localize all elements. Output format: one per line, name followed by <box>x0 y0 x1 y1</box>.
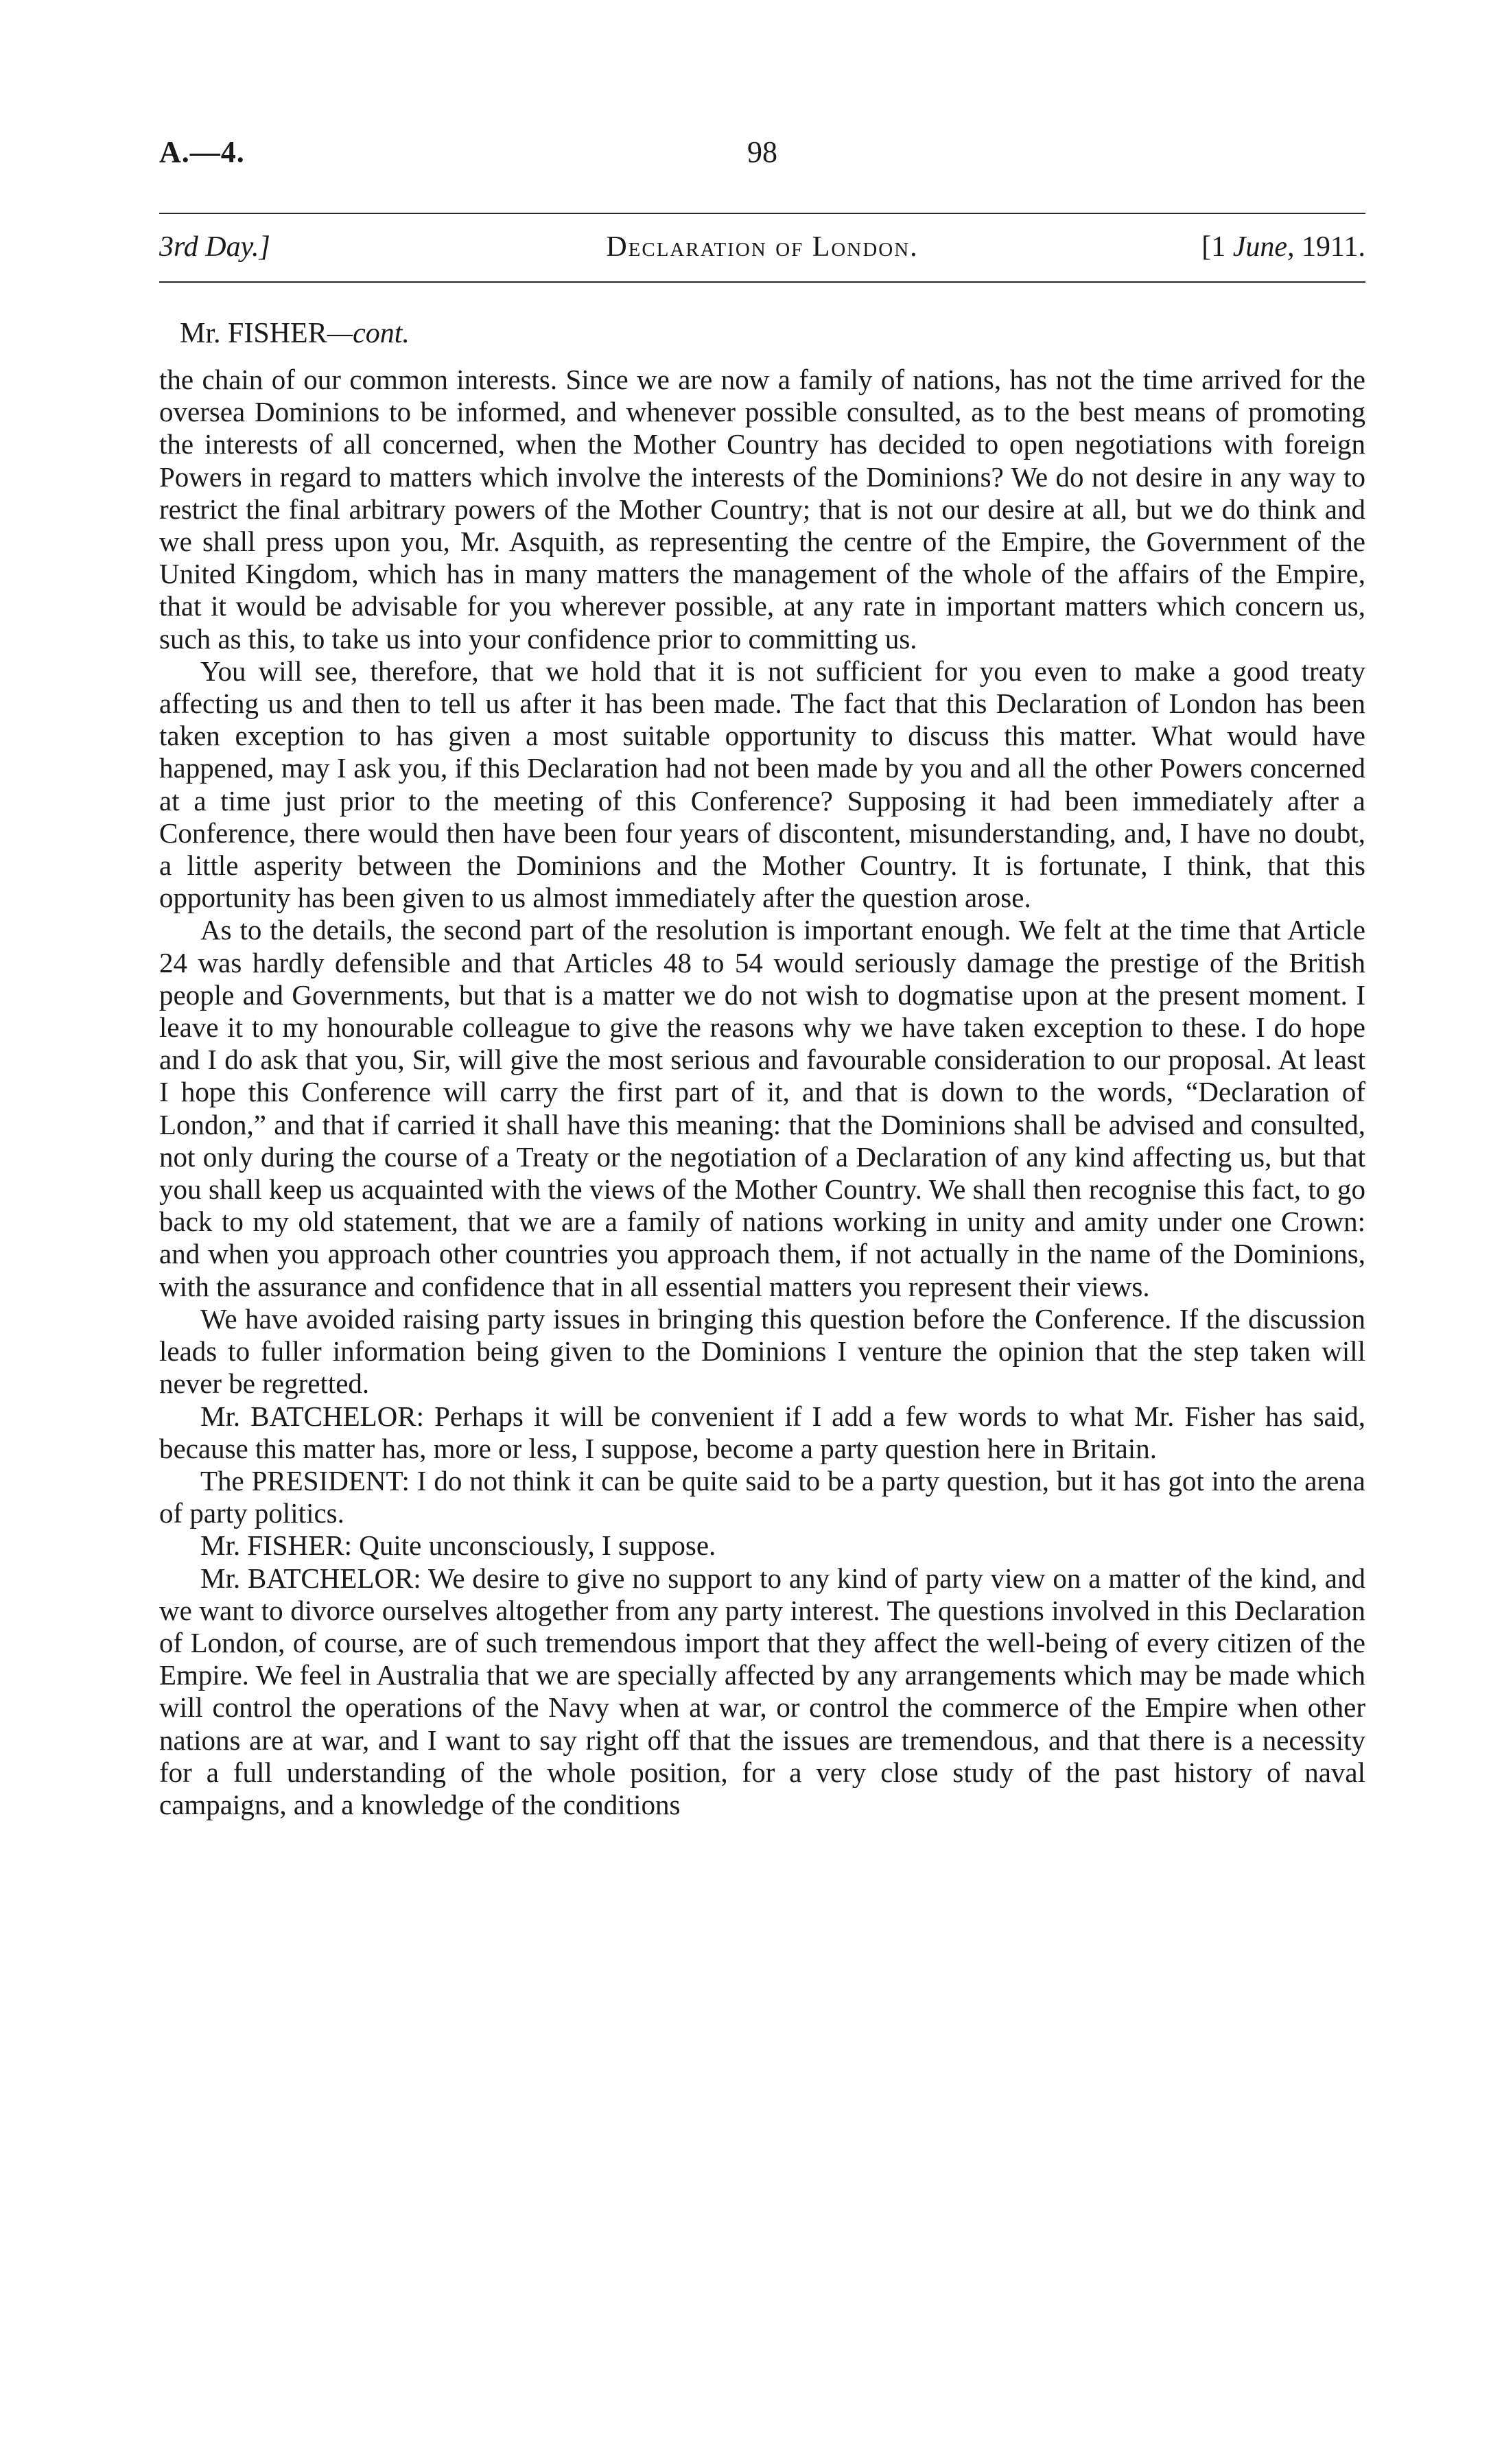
header-rule-bottom <box>159 281 1365 283</box>
paragraph: As to the details, the second part of the resolution is important enough. We felt at the time that Article 24 was hardly defensible and that Articles 48 to 54 would seriously damage the prestige of the British people and Governments, but that is a matter we do not wish to dogmatise upon at the present moment. I leave it to my honourable colleague to give the reasons why we have taken exception to these. I do hope and I do ask that you, Sir, will give the most serious and favourable consideration to our proposal. At least I hope this Conference will carry the first part of it, and that is down to the words, “Declaration of London,” and that if carried it shall have this meaning: that the Dominions shall be advised and consulted, not only during the course of a Treaty or the negotiation of a Declaration of any kind affecting us, but that you shall keep us acquainted with the views of the Mother Country. We shall then recognise this fact, to go back to my old statement, that we are a family of nations working in unity and amity under one Crown: and when you approach other countries you approach them, if not actually in the name of the Dominions, with the assurance and confidence that in all essential matters you represent their views. <box>159 914 1365 1302</box>
running-head-date <box>1201 231 1365 263</box>
speaker-name: Mr. FISHER <box>180 318 327 349</box>
paragraph: Mr. FISHER: Quite unconsciously, I suppose. <box>200 1529 716 1562</box>
paragraph: the chain of our common interests. Since we are now a family of nations, has not the time arrived for the oversea Dominions to be informed, and whenever possible consulted, as to the best means of promoting the interests of all concerned, when the Mother Country has decided to open negotiations with foreign Powers in regard to matters which involve the interests of the Dominions? We do not desire in any way to restrict the final arbitrary powers of the Mother Country; that is not our desire at all, but we do think and we shall press upon you, Mr. Asquith, as representing the centre of the Empire, the Government of the United Kingdom, which has in many matters the management of the whole of the affairs of the Empire, that it would be advisable for you wherever possible, at any rate in important matters which concern us, such as this, to take us into your confidence prior to committing us. <box>159 364 1365 655</box>
running-head-title: Declaration of London. <box>606 231 919 263</box>
speaker-continued: —cont. <box>327 318 410 349</box>
running-head-day: 3rd Day.] <box>159 231 270 263</box>
page-number: 98 <box>747 135 777 169</box>
paragraph: The PRESIDENT: I do not think it can be quite said to be a party question, but it has got into the arena of party politics. <box>159 1464 1365 1529</box>
date-month: June, <box>1232 231 1295 263</box>
paragraph: We have avoided raising party issues in bringing this question before the Conference. If the discussion leads to fuller information being given to the Dominions I venture the opinion that the step taken will never be regretted. <box>159 1302 1365 1400</box>
date-prefix: [1 <box>1201 231 1233 263</box>
document-reference: A.—4. <box>159 135 245 169</box>
date-year: 1911. <box>1294 231 1365 263</box>
speaker-heading <box>180 317 410 350</box>
paragraph: You will see, therefore, that we hold that it is not sufficient for you even to make a good treaty affecting us and then to tell us after it has been made. The fact that this Declaration of London has been taken exception to has given a most suitable opportunity to discuss this matter. What would have happened, may I ask you, if this Declaration had not been made by you and all the other Powers concerned at a time just prior to the meeting of this Conference? Supposing it had been immediately after a Conference, there would then have been four years of discontent, misunderstanding, and, I have no doubt, a little asperity between the Dominions and the Mother Country. It is fortunate, I think, that this opportunity has been given to us almost immediately after the question arose. <box>159 655 1365 914</box>
header-rule-top <box>159 213 1365 214</box>
running-head <box>159 231 1365 272</box>
body-text <box>159 364 1365 1821</box>
paragraph: Mr. BATCHELOR: We desire to give no support to any kind of party view on a matter of the kind, and we want to divorce ourselves altogether from any party interest. The questions involved in this Declaration of London, of course, are of such tremendous import that they affect the well-being of every citizen of the Empire. We feel in Australia that we are specially affected by any arrangements which may be made which will control the operations of the Navy when at war, or control the commerce of the Empire when other nations are at war, and I want to say right off that the issues are tremendous, and that there is a necessity for a full understanding of the whole position, for a very close study of the past history of naval campaigns, and a knowledge of the conditions <box>159 1562 1365 1820</box>
page-header <box>159 134 1365 183</box>
paragraph: Mr. BATCHELOR: Perhaps it will be convenient if I add a few words to what Mr. Fisher has said, because this matter has, more or less, I suppose, become a party question here in Britain. <box>159 1400 1365 1464</box>
